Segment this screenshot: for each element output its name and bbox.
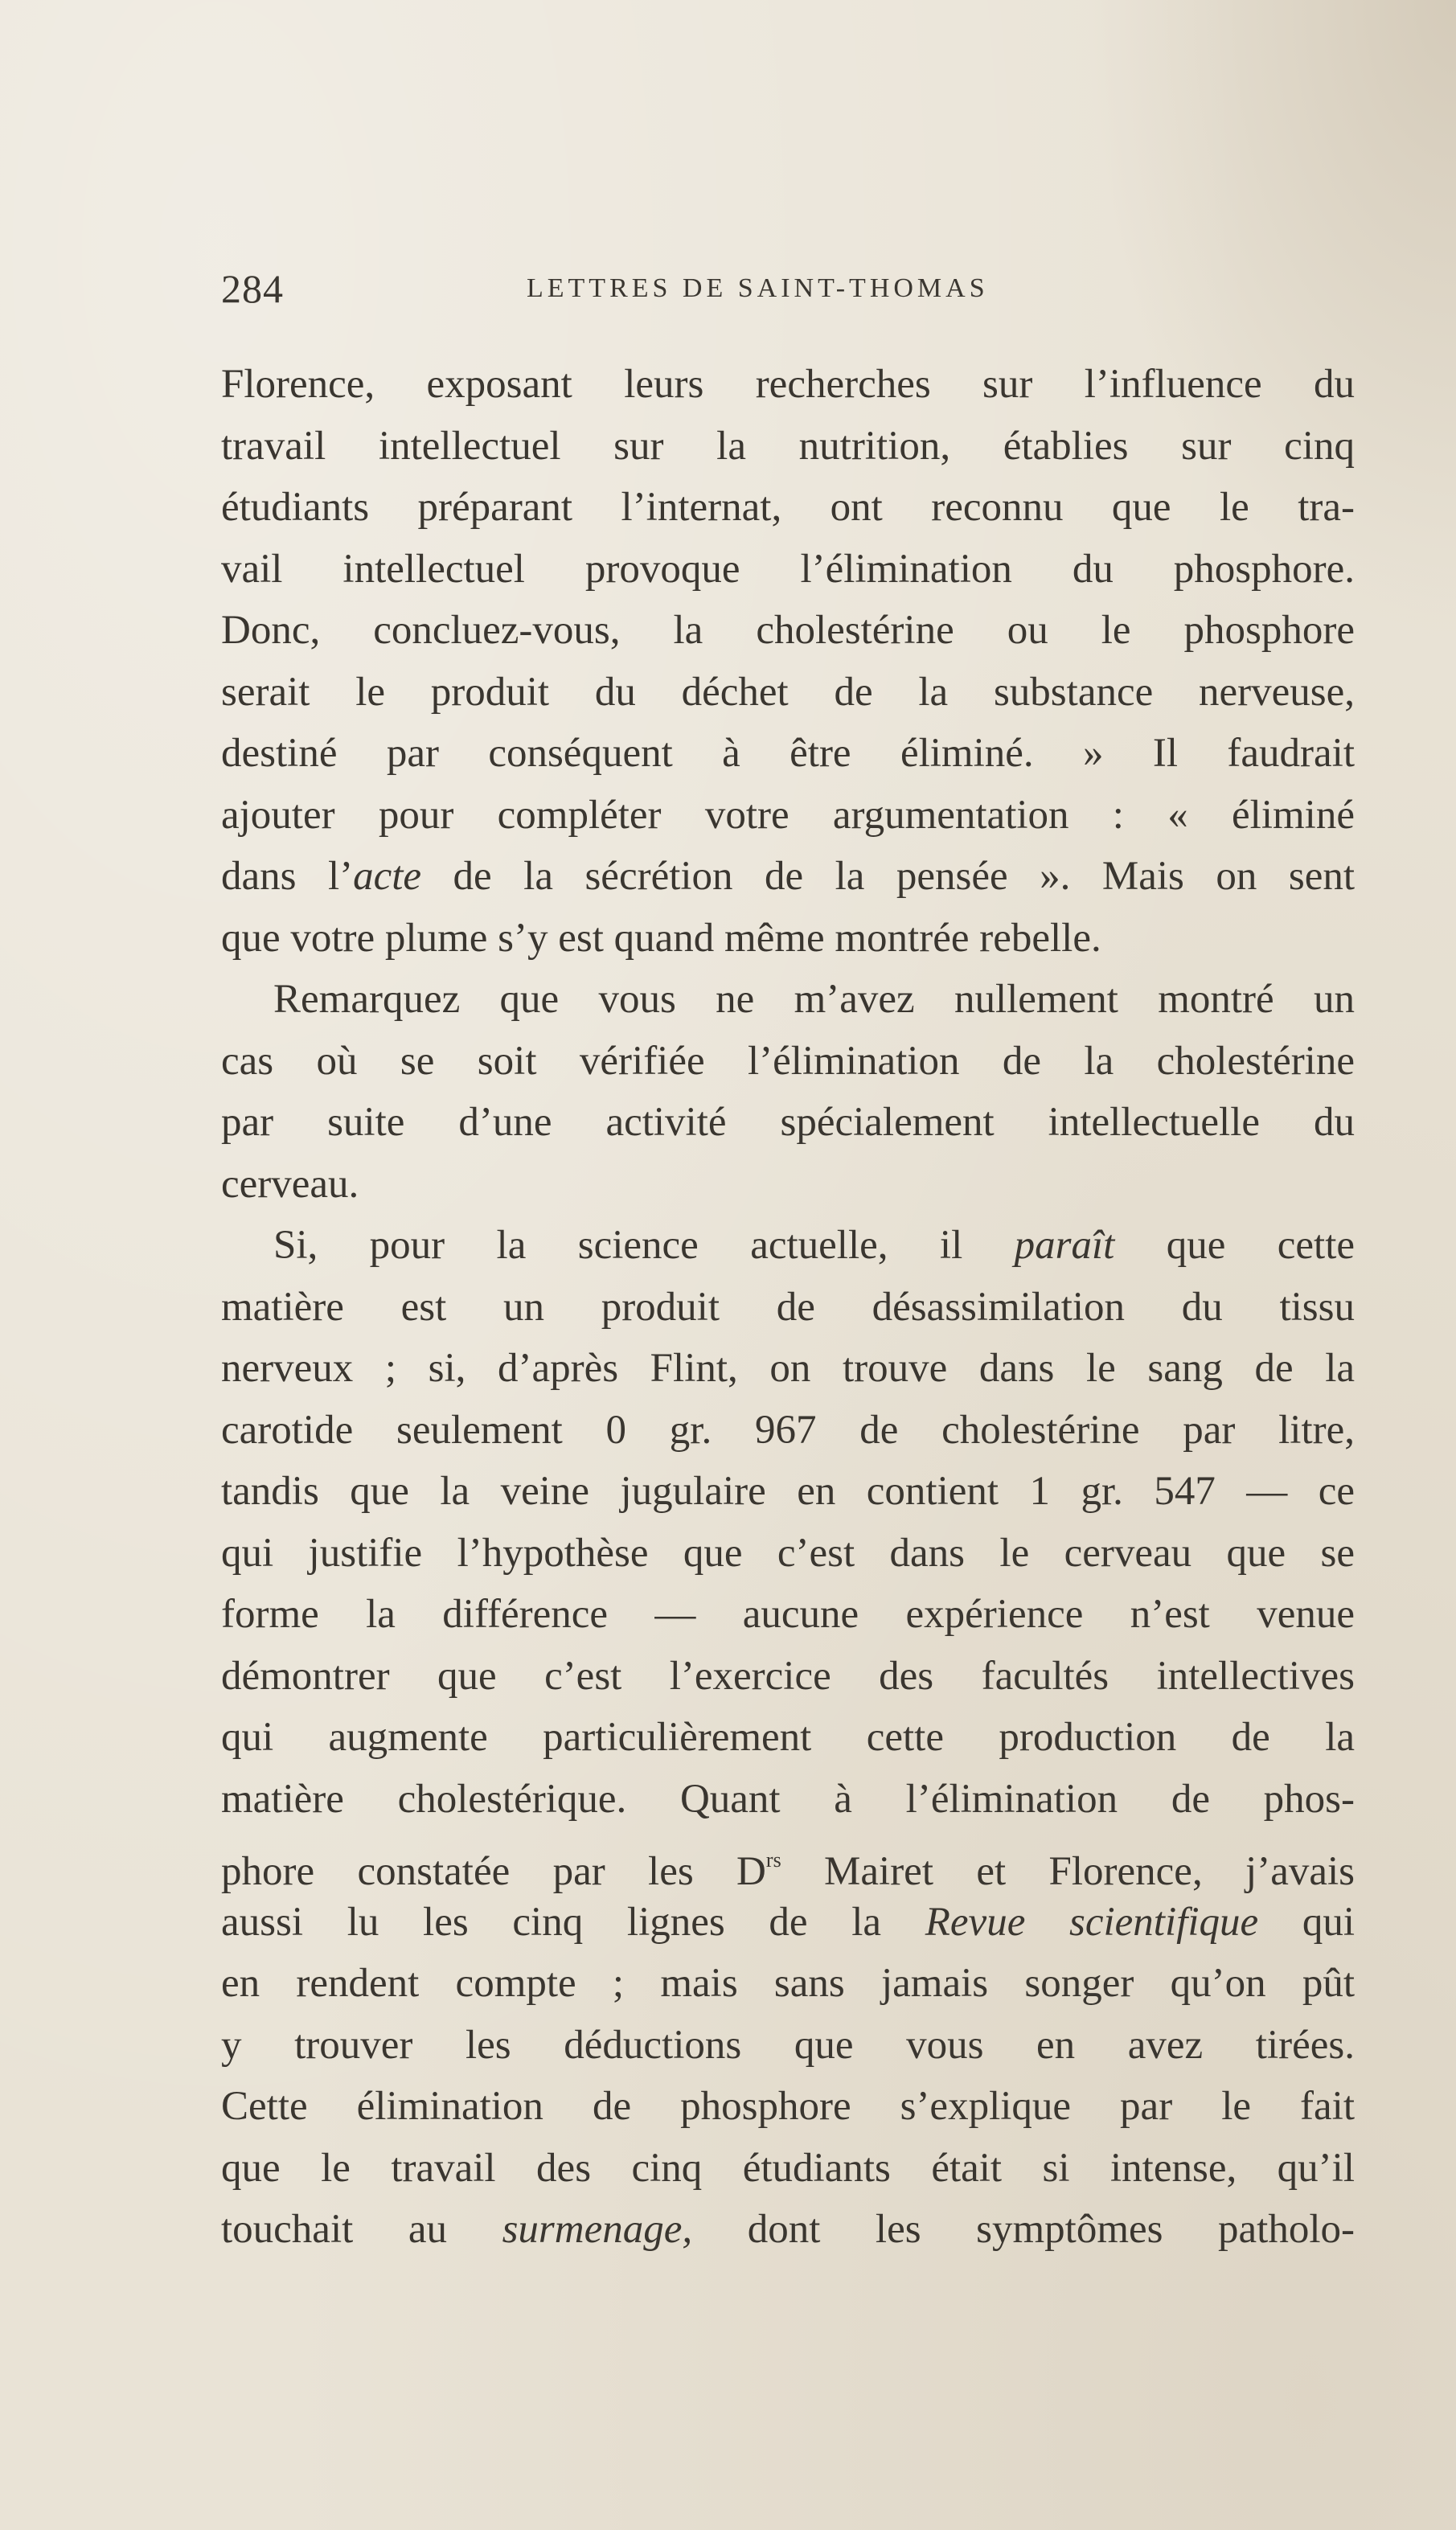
text-line: Donc, concluez-vous, la cholestérine ou le phosphore	[221, 608, 1355, 653]
text-line: vail intellectuel provoque l’élimination du phosphore.	[221, 546, 1355, 592]
italic-text: surmenage,	[502, 2207, 693, 2252]
text-line: par suite d’une activité spécialement intellectuelle du	[221, 1100, 1355, 1145]
text-line: matière est un produit de désassimilation du tissu	[221, 1284, 1355, 1330]
text-line: cerveau.	[221, 1161, 359, 1207]
text-segment: touchait au	[221, 2207, 502, 2252]
text-line: cas où se soit vérifiée l’élimination de la cholestérine	[221, 1038, 1355, 1084]
text-line: en rendent compte ; mais sans jamais songer qu’on pût	[221, 1961, 1355, 2006]
text-line	[221, 2199, 1355, 2261]
text-line: tandis que la veine jugulaire en contient 1 gr. 547 — ce	[221, 1469, 1355, 1514]
text-segment: aussi lu les cinq lignes de la	[221, 1899, 925, 1945]
text-line: étudiants préparant l’internat, ont reconnu que le tra-	[221, 485, 1355, 530]
text-line: Cette élimination de phosphore s’explique par le fait	[221, 2084, 1355, 2129]
text-line: serait le produit du déchet de la substance nerveuse,	[221, 669, 1355, 715]
text-line: ajouter pour compléter votre argumentation : « éliminé	[221, 792, 1355, 838]
text-segment: phore constatée par les D	[221, 1849, 766, 1894]
running-head	[221, 265, 1363, 322]
text-line: carotide seulement 0 gr. 967 de cholestérine par litre,	[221, 1407, 1355, 1453]
page-number: 284	[221, 266, 284, 311]
text-line: Florence, exposant leurs recherches sur l’influence du	[221, 362, 1355, 407]
text-line	[221, 1215, 1355, 1277]
body-text	[221, 354, 1355, 2261]
text-line	[221, 846, 1355, 908]
text-line: que le travail des cinq étudiants était si intense, qu’il	[221, 2145, 1355, 2191]
text-line: forme la différence — aucune expérience n’est venue	[221, 1592, 1355, 1637]
text-segment: que cette	[1114, 1223, 1355, 1268]
running-title: LETTRES DE SAINT-THOMAS	[527, 273, 989, 303]
text-segment: Mairet et Florence, j’avais	[781, 1849, 1355, 1894]
italic-text: paraît	[1014, 1223, 1115, 1268]
text-segment: dans l’	[221, 854, 354, 899]
text-segment: Si, pour la science actuelle, il	[273, 1223, 1015, 1268]
text-segment: de la sécrétion de la pensée ». Mais on sent	[421, 854, 1355, 899]
text-line: qui justifie l’hypothèse que c’est dans le cerveau que se	[221, 1530, 1355, 1576]
text-line: que votre plume s’y est quand même montrée rebelle.	[221, 915, 1101, 961]
italic-text: Revue scientifique	[925, 1899, 1259, 1945]
text-line: travail intellectuel sur la nutrition, établies sur cinq	[221, 423, 1355, 469]
text-line: nerveux ; si, d’après Flint, on trouve dans le sang de la	[221, 1346, 1355, 1391]
text-line	[221, 1892, 1355, 1954]
text-line: qui augmente particulièrement cette production de la	[221, 1715, 1355, 1760]
text-segment: dont les symptômes patholo-	[692, 2207, 1356, 2252]
text-line: matière cholestérique. Quant à l’élimination de phos-	[221, 1776, 1355, 1822]
text-line: démontrer que c’est l’exercice des facultés intellectives	[221, 1653, 1355, 1699]
text-segment: qui	[1258, 1899, 1355, 1945]
text-line: y trouver les déductions que vous en avez tirées.	[221, 2022, 1355, 2068]
italic-text: acte	[353, 854, 422, 899]
text-line	[221, 1830, 1355, 1892]
superscript-text: rs	[765, 1848, 781, 1872]
text-line: destiné par conséquent à être éliminé. » Il faudrait	[221, 731, 1355, 776]
text-line: Remarquez que vous ne m’avez nullement montré un	[273, 977, 1355, 1022]
